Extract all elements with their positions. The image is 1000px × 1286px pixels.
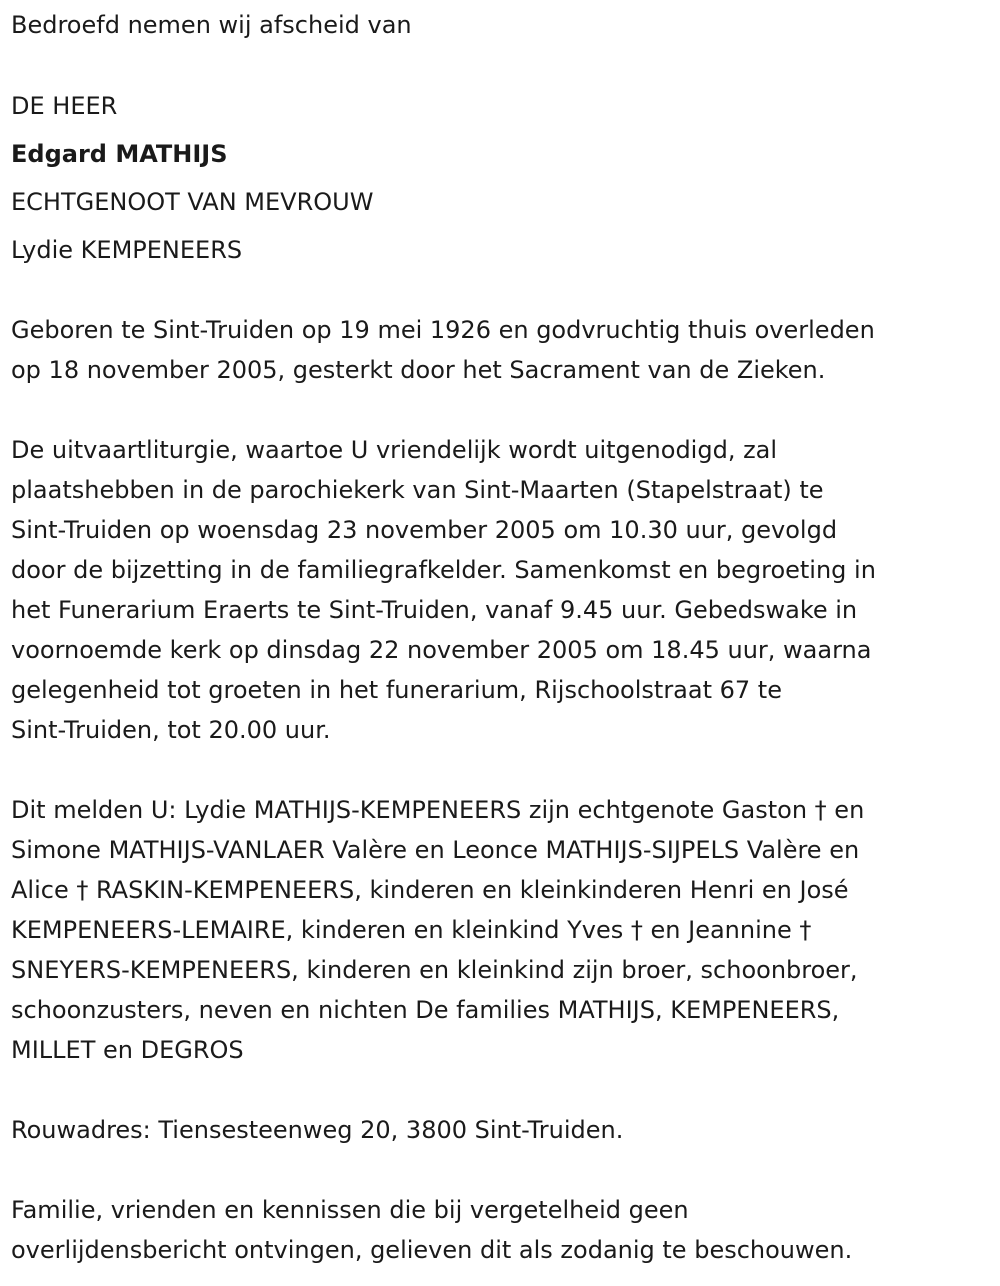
paragraph-line: SNEYERS-KEMPENEERS, kinderen en kleinkind zijn broer, schoonbroer, (11, 956, 858, 984)
spouse-name: Lydie KEMPENEERS (11, 236, 243, 264)
paragraph-line: gelegenheid tot groeten in het funerarium, Rijschoolstraat 67 te (11, 676, 782, 704)
paragraph-line: Familie, vrienden en kennissen die bij vergetelheid geen (11, 1196, 689, 1224)
paragraph-line: overlijdensbericht ontvingen, gelieven dit als zodanig te beschouwen. (11, 1236, 853, 1264)
paragraph-line: Alice † RASKIN-KEMPENEERS, kinderen en kleinkinderen Henri en José (11, 876, 849, 904)
intro-text: Bedroefd nemen wij afscheid van (11, 11, 412, 39)
closing-paragraph (11, 1190, 986, 1270)
paragraph-line: KEMPENEERS-LEMAIRE, kinderen en kleinkind Yves † en Jeannine † (11, 916, 812, 944)
paragraph-line: Dit melden U: Lydie MATHIJS-KEMPENEERS zijn echtgenote Gaston † en (11, 796, 865, 824)
mourning-address: Rouwadres: Tiensesteenweg 20, 3800 Sint-Truiden. (11, 1116, 624, 1144)
paragraph-line: Sint-Truiden, tot 20.00 uur. (11, 716, 331, 744)
paragraph-line: schoonzusters, neven en nichten De families MATHIJS, KEMPENEERS, (11, 996, 840, 1024)
paragraph-line: De uitvaartliturgie, waartoe U vriendelijk wordt uitgenodigd, zal (11, 436, 778, 464)
funeral-paragraph (11, 430, 986, 750)
spouse-title: ECHTGENOOT VAN MEVROUW (11, 188, 374, 216)
address-paragraph (11, 1110, 986, 1150)
paragraph-line: het Funerarium Eraerts te Sint-Truiden, vanaf 9.45 uur. Gebedswake in (11, 596, 858, 624)
title-text: DE HEER (11, 92, 118, 120)
paragraph-line: MILLET en DEGROS (11, 1036, 244, 1064)
paragraph-line: op 18 november 2005, gesterkt door het Sacrament van de Zieken. (11, 356, 826, 384)
paragraph-line: voornoemde kerk op dinsdag 22 november 2005 om 18.45 uur, waarna (11, 636, 872, 664)
paragraph-line: Geboren te Sint-Truiden op 19 mei 1926 en godvruchtig thuis overleden (11, 316, 875, 344)
birth-death-paragraph (11, 310, 986, 390)
paragraph-line: Sint-Truiden op woensdag 23 november 2005 om 10.30 uur, gevolgd (11, 516, 838, 544)
paragraph-line: Simone MATHIJS-VANLAER Valère en Leonce MATHIJS-SIJPELS Valère en (11, 836, 860, 864)
paragraph-line: door de bijzetting in de familiegrafkelder. Samenkomst en begroeting in (11, 556, 876, 584)
deceased-name: Edgard MATHIJS (11, 140, 228, 168)
paragraph-line: plaatshebben in de parochiekerk van Sint-Maarten (Stapelstraat) te (11, 476, 824, 504)
family-paragraph (11, 790, 986, 1070)
